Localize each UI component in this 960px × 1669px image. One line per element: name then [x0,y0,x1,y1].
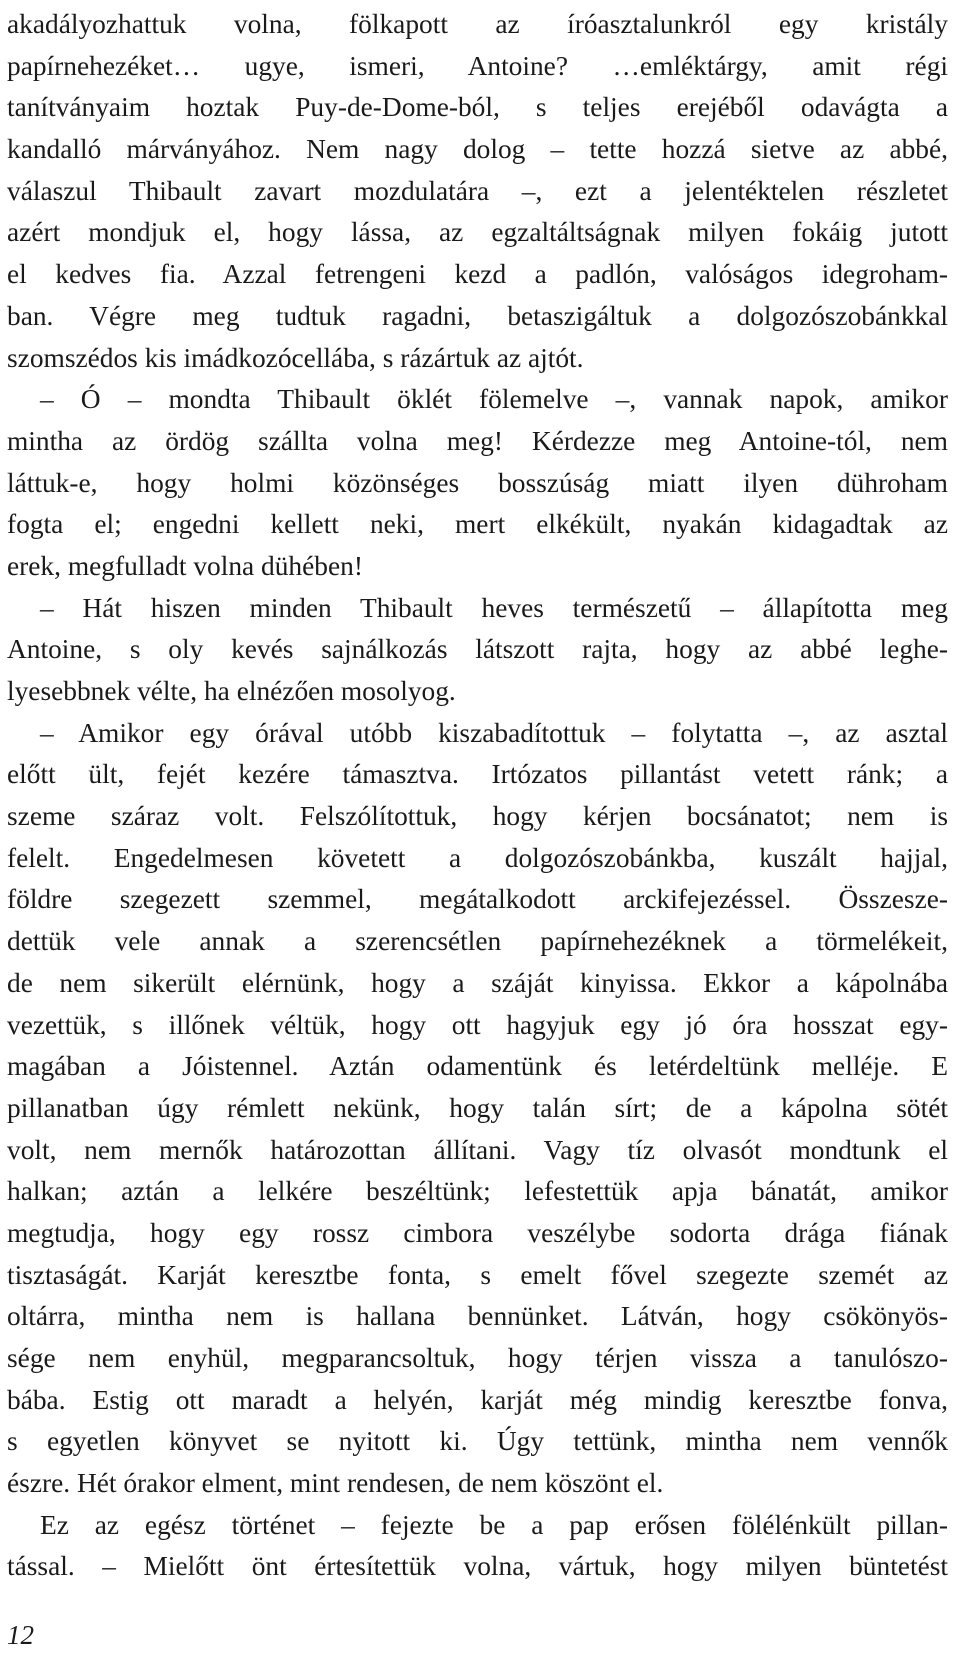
text-line: előtt ült, fejét kezére támasztva. Irtózatos pillantást vetett ránk; a [7,759,948,790]
text-line: Antoine, s oly kevés sajnálkozás látszott rajta, hogy az abbé leghe- [7,634,948,665]
text-line: megtudja, hogy egy rossz cimbora veszélybe sodorta drága fiának [7,1217,948,1248]
text-line: tással. – Mielőtt önt értesítettük volna, vártuk, hogy milyen büntetést [7,1551,948,1582]
text-line: erek, megfulladt volna dühében! [7,550,363,581]
text-line: papírnehezéket… ugye, ismeri, Antoine? …emléktárgy, amit régi [7,50,948,81]
text-line: láttuk-e, hogy holmi közönséges bosszúság miatt ilyen dühroham [7,467,948,498]
text-line: – Ó – mondta Thibault öklét fölemelve –, vannak napok, amikor [40,384,948,415]
text-line: de nem sikerült elérnünk, hogy a száját kinyissa. Ekkor a kápolnába [7,967,948,998]
text-line: halkan; aztán a lelkére beszéltünk; lefestettük apja bánatát, amikor [7,1176,948,1207]
text-line: sége nem enyhül, megparancsoltuk, hogy térjen vissza a tanulószo- [7,1343,948,1373]
text-line: el kedves fia. Azzal fetrengeni kezd a padlón, valóságos idegroham- [7,259,948,290]
text-line: szomszédos kis imádkozócellába, s rázártuk az ajtót. [7,342,584,373]
text-line: akadályozhattuk volna, fölkapott az íróasztalunkról egy kristály [7,9,948,39]
text-line: lyesebbnek vélte, ha elnézően mosolyog. [7,676,456,706]
text-line: kandalló márványához. Nem nagy dolog – tette hozzá sietve az abbé, [7,134,948,165]
text-line: volt, nem mernők határozottan állítani. Vagy tíz olvasót mondtunk el [7,1134,948,1165]
text-line: észre. Hét órakor elment, mint rendesen, de nem köszönt el. [7,1468,664,1499]
text-line: tanítványaim hoztak Puy-de-Dome-ból, s teljes erejéből odavágta a [7,92,948,123]
text-line: – Amikor egy órával utóbb kiszabadítottuk – folytatta –, az asztal [40,717,948,748]
text-line: – Hát hiszen minden Thibault heves természetű – állapította meg [40,592,948,623]
text-line: felelt. Engedelmesen követett a dolgozószobánkba, kuszált hajjal, [7,842,948,873]
text-line: s egyetlen könyvet se nyitott ki. Úgy tettünk, mintha nem vennők [7,1426,948,1457]
text-line: magában a Jóistennel. Aztán odamentünk és letérdeltünk melléje. E [7,1051,948,1082]
text-line: szeme száraz volt. Felszólítottuk, hogy kérjen bocsánatot; nem is [7,801,948,832]
text-line: ban. Végre meg tudtuk ragadni, betaszigáltuk a dolgozószobánkkal [7,300,948,331]
text-line: vezettük, s illőnek véltük, hogy ott hagyjuk egy jó óra hosszat egy- [7,1009,948,1040]
text-line: fogta el; engedni kellett neki, mert elkékült, nyakán kidagadtak az [7,509,948,540]
text-line: földre szegezett szemmel, megátalkodott arckifejezéssel. Összesze- [7,884,948,915]
text-line: mintha az ördög szállta volna meg! Kérdezze meg Antoine-tól, nem [7,425,948,456]
text-line: oltárra, mintha nem is hallana bennünket. Látván, hogy csökönyös- [7,1301,948,1332]
text-line: dettük vele annak a szerencsétlen papírnehezéknek a törmelékeit, [7,926,948,957]
body-text [7,4,948,1588]
text-line: Ez az egész történet – fejezte be a pap erősen fölélénkült pillan- [40,1509,948,1540]
text-line: bába. Estig ott maradt a helyén, karját még mindig keresztbe fonva, [7,1384,948,1415]
text-line: válaszul Thibault zavart mozdulatára –, ezt a jelentéktelen részletet [7,175,948,206]
text-line: pillanatban úgy rémlett nekünk, hogy talán sírt; de a kápolna sötét [7,1092,948,1123]
text-line: azért mondjuk el, hogy lássa, az egzaltáltságnak milyen fokáig jutott [7,217,948,248]
text-line: tisztaságát. Karját keresztbe fonta, s emelt fővel szegezte szemét az [7,1259,948,1290]
page-number: 12 [7,1620,34,1650]
